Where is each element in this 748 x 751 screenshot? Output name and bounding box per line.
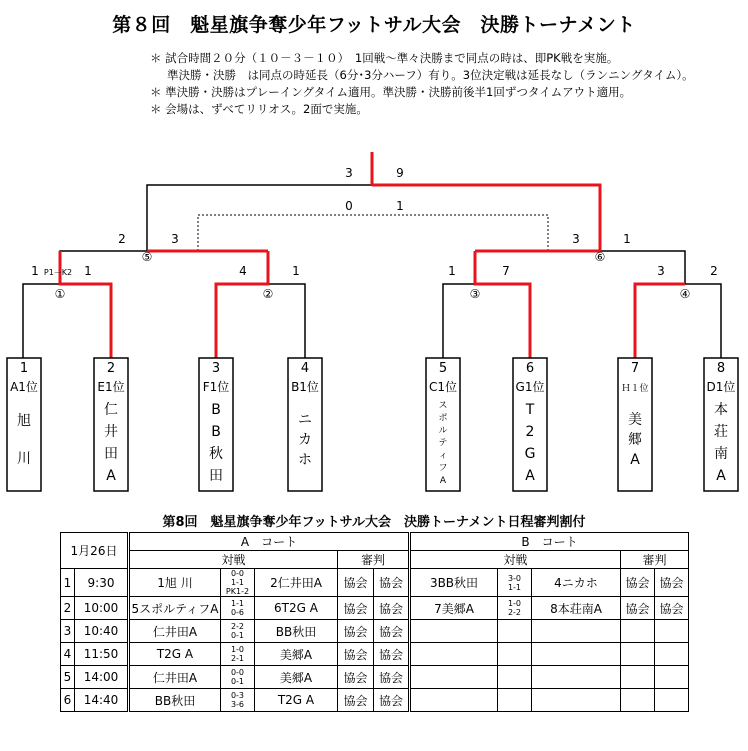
- home-team: 3BB秋田: [410, 569, 498, 597]
- bracket-lines: [23, 185, 721, 358]
- away-team: BB秋田: [255, 620, 338, 643]
- kickoff-time: 11:50: [75, 643, 129, 666]
- match-label-5: ⑤: [141, 250, 153, 264]
- score: 1: [623, 232, 631, 246]
- schedule-row: [61, 643, 689, 666]
- row-number: 6: [61, 689, 75, 712]
- score: 1: [292, 264, 300, 278]
- referee: [655, 643, 689, 666]
- team-name-char: 井: [104, 424, 118, 440]
- pk-score: P1－K2: [43, 268, 73, 277]
- home-team: T2G A: [129, 643, 221, 666]
- referee: 協会: [374, 689, 410, 712]
- win-final-right: [372, 185, 600, 251]
- team-name-char: 荘: [714, 424, 728, 440]
- team-name-char: B: [211, 424, 221, 440]
- team-seed: A1位: [10, 380, 38, 394]
- away-team: 2仁井田A: [255, 569, 338, 597]
- score: 3: [572, 232, 580, 246]
- match-labels: [55, 250, 691, 301]
- score: 1: [448, 264, 456, 278]
- referee: 協会: [338, 620, 374, 643]
- score: 9: [396, 166, 404, 180]
- home-team: 5スポルティフA: [129, 597, 221, 620]
- team-name-char: A: [106, 468, 116, 484]
- team-number: 8: [716, 361, 726, 376]
- away-team: [532, 620, 621, 643]
- team-name-char: カ: [298, 432, 312, 448]
- score: 2: [118, 232, 126, 246]
- away-team: 4ニカホ: [532, 569, 621, 597]
- team-name-char: 美: [628, 412, 642, 428]
- line-m4-team8: [685, 284, 721, 358]
- row-number: 2: [61, 597, 75, 620]
- line-m6-right: [600, 251, 685, 284]
- team-name-char: ポ: [438, 413, 448, 424]
- team-number: 2: [106, 361, 116, 376]
- date-cell: 1月26日: [61, 533, 129, 569]
- team-name-char: 旭: [17, 413, 31, 429]
- third-place-line: [198, 215, 548, 251]
- win-m4: [635, 284, 685, 358]
- note-line: ＊ 試合時間２０分（１０－３－１０） 1回戦～準々決勝まで同点の時は、即PK戦を実施。: [150, 51, 619, 65]
- referee: 協会: [621, 569, 655, 597]
- match-label-2: ②: [262, 287, 274, 301]
- kickoff-time: 14:40: [75, 689, 129, 712]
- team-name-char: 田: [104, 446, 118, 462]
- team-name-char: フ: [438, 463, 448, 474]
- match-score: 1-0 2-1: [221, 643, 255, 666]
- referee: [621, 620, 655, 643]
- referee: [655, 689, 689, 712]
- home-team: [410, 643, 498, 666]
- match-score: 2-2 0-1: [221, 620, 255, 643]
- home-team: BB秋田: [129, 689, 221, 712]
- team-name-char: テ: [438, 438, 448, 449]
- score: 0: [345, 199, 353, 213]
- away-team: T2G A: [255, 689, 338, 712]
- match-label-3: ③: [469, 287, 481, 301]
- score: 1: [396, 199, 404, 213]
- score: 1: [84, 264, 92, 278]
- team-name-char: 川: [17, 451, 31, 467]
- match-score: [498, 666, 532, 689]
- match-score: 1-0 2-2: [498, 597, 532, 620]
- referee: 協会: [338, 597, 374, 620]
- team-name-char: A: [439, 476, 447, 486]
- referee: 協会: [655, 597, 689, 620]
- referee: 協会: [338, 569, 374, 597]
- home-team: [410, 689, 498, 712]
- referee: [621, 689, 655, 712]
- note-line: ＊ 準決勝・決勝はプレーイングタイム適用。準決勝・決勝前後半1回ずつタイムアウト適用。: [150, 85, 632, 99]
- referee: [621, 643, 655, 666]
- referee: 協会: [374, 569, 410, 597]
- referee: 協会: [338, 689, 374, 712]
- team-name-char: ス: [438, 401, 448, 411]
- team-name-char: A: [630, 452, 640, 468]
- team-name-char: B: [211, 402, 221, 418]
- home-team: 仁井田A: [129, 620, 221, 643]
- score: 7: [502, 264, 510, 278]
- team-seed: F1位: [202, 380, 230, 394]
- team-name-char: ィ: [438, 451, 448, 461]
- team-name-char: ホ: [298, 452, 312, 468]
- score: 3: [171, 232, 179, 246]
- court-a-header: A コート: [129, 533, 410, 551]
- home-team: [410, 666, 498, 689]
- team-name-char: 仁: [104, 402, 118, 418]
- schedule-table: [60, 532, 689, 712]
- match-label-4: ④: [679, 287, 691, 301]
- team-name-char: 田: [209, 468, 223, 484]
- note-line: 準決勝・決勝 は同点の時延長（6分･3分ハーフ）有り。3位決定戦は延長なし（ランニングタイム）。: [167, 68, 694, 82]
- team-seed: C1位: [428, 380, 458, 394]
- match-score: [498, 689, 532, 712]
- home-team: 1旭 川: [129, 569, 221, 597]
- row-number: 5: [61, 666, 75, 689]
- referee: [655, 666, 689, 689]
- row-number: 4: [61, 643, 75, 666]
- referee: [621, 666, 655, 689]
- match-header: 対戦: [129, 551, 338, 569]
- referee: 協会: [338, 643, 374, 666]
- match-score: 0-0 1-1 PK1-2: [221, 569, 255, 597]
- team-number: 1: [19, 361, 29, 376]
- team-seed: G1位: [515, 380, 545, 394]
- schedule-title: 第8回 魁星旗争奪少年フットサル大会 決勝トーナメント日程審判割付: [162, 515, 586, 530]
- referee: 協会: [374, 597, 410, 620]
- match-score: [498, 643, 532, 666]
- kickoff-time: 14:00: [75, 666, 129, 689]
- line-final-left: [147, 185, 372, 251]
- team-name-char: ル: [438, 426, 448, 436]
- match-score: 0-0 0-1: [221, 666, 255, 689]
- team-name-char: 南: [714, 446, 728, 462]
- team-number: 4: [300, 361, 310, 376]
- referee: 協会: [655, 569, 689, 597]
- schedule-row: [61, 689, 689, 712]
- referee: 協会: [338, 666, 374, 689]
- schedule-row: [61, 597, 689, 620]
- match-score: [498, 620, 532, 643]
- referee: 協会: [374, 620, 410, 643]
- home-team: [410, 620, 498, 643]
- team-name-char: 郷: [628, 432, 642, 448]
- away-team: 8本荘南A: [532, 597, 621, 620]
- away-team: 美郷A: [255, 666, 338, 689]
- score: 2: [710, 264, 718, 278]
- referee: 協会: [374, 643, 410, 666]
- winner-lines: [60, 152, 685, 358]
- score: 4: [239, 264, 247, 278]
- scores: [31, 166, 718, 278]
- schedule-row: [61, 569, 689, 597]
- team-number: 7: [630, 361, 640, 376]
- row-number: 3: [61, 620, 75, 643]
- match-label-6: ⑥: [594, 250, 606, 264]
- team-name-char: A: [716, 468, 726, 484]
- kickoff-time: 9:30: [75, 569, 129, 597]
- score: 1: [31, 264, 39, 278]
- schedule-row: [61, 666, 689, 689]
- home-team: 7美郷A: [410, 597, 498, 620]
- away-team: 6T2G A: [255, 597, 338, 620]
- team-name-char: A: [525, 468, 535, 484]
- match-score: 1-1 0-6: [221, 597, 255, 620]
- team-seed: E1位: [97, 380, 125, 394]
- team-seed: B1位: [291, 380, 319, 394]
- team-name-char: ニ: [298, 412, 312, 428]
- team-name-char: G: [524, 446, 536, 462]
- team-number: 6: [525, 361, 535, 376]
- team-name-char: 2: [525, 424, 535, 440]
- team-boxes: [7, 358, 738, 491]
- away-team: 美郷A: [255, 643, 338, 666]
- away-team: [532, 666, 621, 689]
- referee: 協会: [621, 597, 655, 620]
- referee-header: 審判: [338, 551, 410, 569]
- referee: [655, 620, 689, 643]
- kickoff-time: 10:40: [75, 620, 129, 643]
- line-m5-left: [60, 251, 147, 284]
- away-team: [532, 689, 621, 712]
- match-header: 対戦: [410, 551, 621, 569]
- team-seed: D1位: [706, 380, 736, 394]
- team-seed: Ｈ１位: [621, 384, 649, 394]
- team-name-char: T: [525, 402, 535, 418]
- schedule-row: [61, 620, 689, 643]
- home-team: 仁井田A: [129, 666, 221, 689]
- team-number: 3: [211, 361, 221, 376]
- line-m2-team4: [268, 284, 305, 358]
- team-name-char: 本: [714, 402, 728, 418]
- score: 3: [345, 166, 353, 180]
- referee: 協会: [374, 666, 410, 689]
- match-score: 3-0 1-1: [498, 569, 532, 597]
- team-number: 5: [438, 361, 448, 376]
- match-label-1: ①: [54, 287, 66, 301]
- match-score: 0-3 3-6: [221, 689, 255, 712]
- away-team: [532, 643, 621, 666]
- team-name-char: 秋: [209, 446, 223, 462]
- kickoff-time: 10:00: [75, 597, 129, 620]
- court-b-header: B コート: [410, 533, 689, 551]
- score: 3: [657, 264, 665, 278]
- row-number: 1: [61, 569, 75, 597]
- note-line: ＊ 会場は、ずべてリリオス。2面で実施。: [150, 102, 368, 116]
- page-title: 第８回 魁星旗争奪少年フットサル大会 決勝トーナメント: [112, 14, 636, 36]
- referee-header: 審判: [621, 551, 689, 569]
